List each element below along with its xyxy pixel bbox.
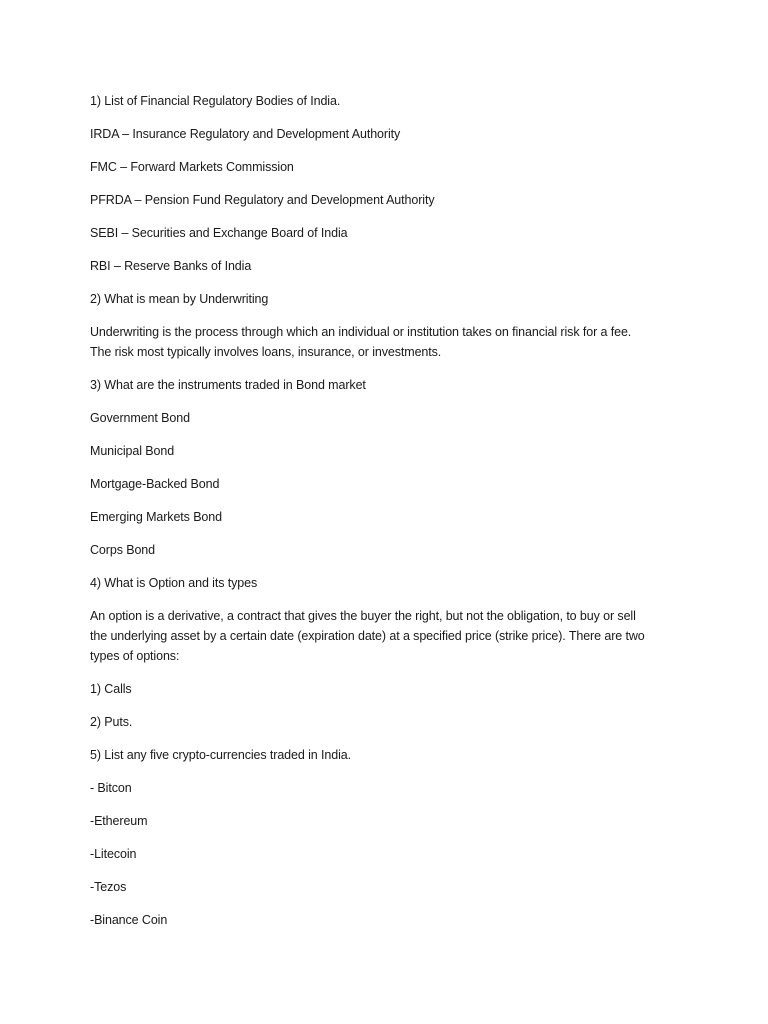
list-item-calls: 1) Calls [90,682,132,696]
list-item-binance-coin: -Binance Coin [90,913,168,927]
list-item-fmc: FMC – Forward Markets Commission [90,160,294,174]
heading-crypto: 5) List any five crypto-currencies traded in India. [90,748,351,762]
paragraph-option-1: An option is a derivative, a contract that gives the buyer the right, but not the obligation, to buy or sell [90,609,636,623]
list-item-municipal-bond: Municipal Bond [90,444,175,458]
list-item-litecoin: -Litecoin [90,847,137,861]
paragraph-underwriting-1: Underwriting is the process through which an individual or institution takes on financial risk for a fee. [90,325,632,339]
heading-regulatory-bodies: 1) List of Financial Regulatory Bodies of India. [90,94,341,108]
heading-option-types: 4) What is Option and its types [90,576,258,590]
paragraph-option-2: the underlying asset by a certain date (expiration date) at a specified price (strike price). There are two [90,629,645,643]
heading-underwriting: 2) What is mean by Underwriting [90,292,269,306]
paragraph-underwriting-2: The risk most typically involves loans, insurance, or investments. [90,345,442,359]
list-item-pfrda: PFRDA – Pension Fund Regulatory and Development Authority [90,193,435,207]
heading-bond-instruments: 3) What are the instruments traded in Bond market [90,378,366,392]
list-item-government-bond: Government Bond [90,411,190,425]
list-item-irda: IRDA – Insurance Regulatory and Development Authority [90,127,401,141]
list-item-tezos: -Tezos [90,880,127,894]
list-item-rbi: RBI – Reserve Banks of India [90,259,252,273]
list-item-mortgage-bond: Mortgage-Backed Bond [90,477,220,491]
list-item-sebi: SEBI – Securities and Exchange Board of India [90,226,348,240]
list-item-puts: 2) Puts. [90,715,133,729]
list-item-ethereum: -Ethereum [90,814,148,828]
list-item-bitcoin: - Bitcon [90,781,132,795]
paragraph-option-3: types of options: [90,649,180,663]
list-item-emerging-bond: Emerging Markets Bond [90,510,222,524]
list-item-corps-bond: Corps Bond [90,543,156,557]
